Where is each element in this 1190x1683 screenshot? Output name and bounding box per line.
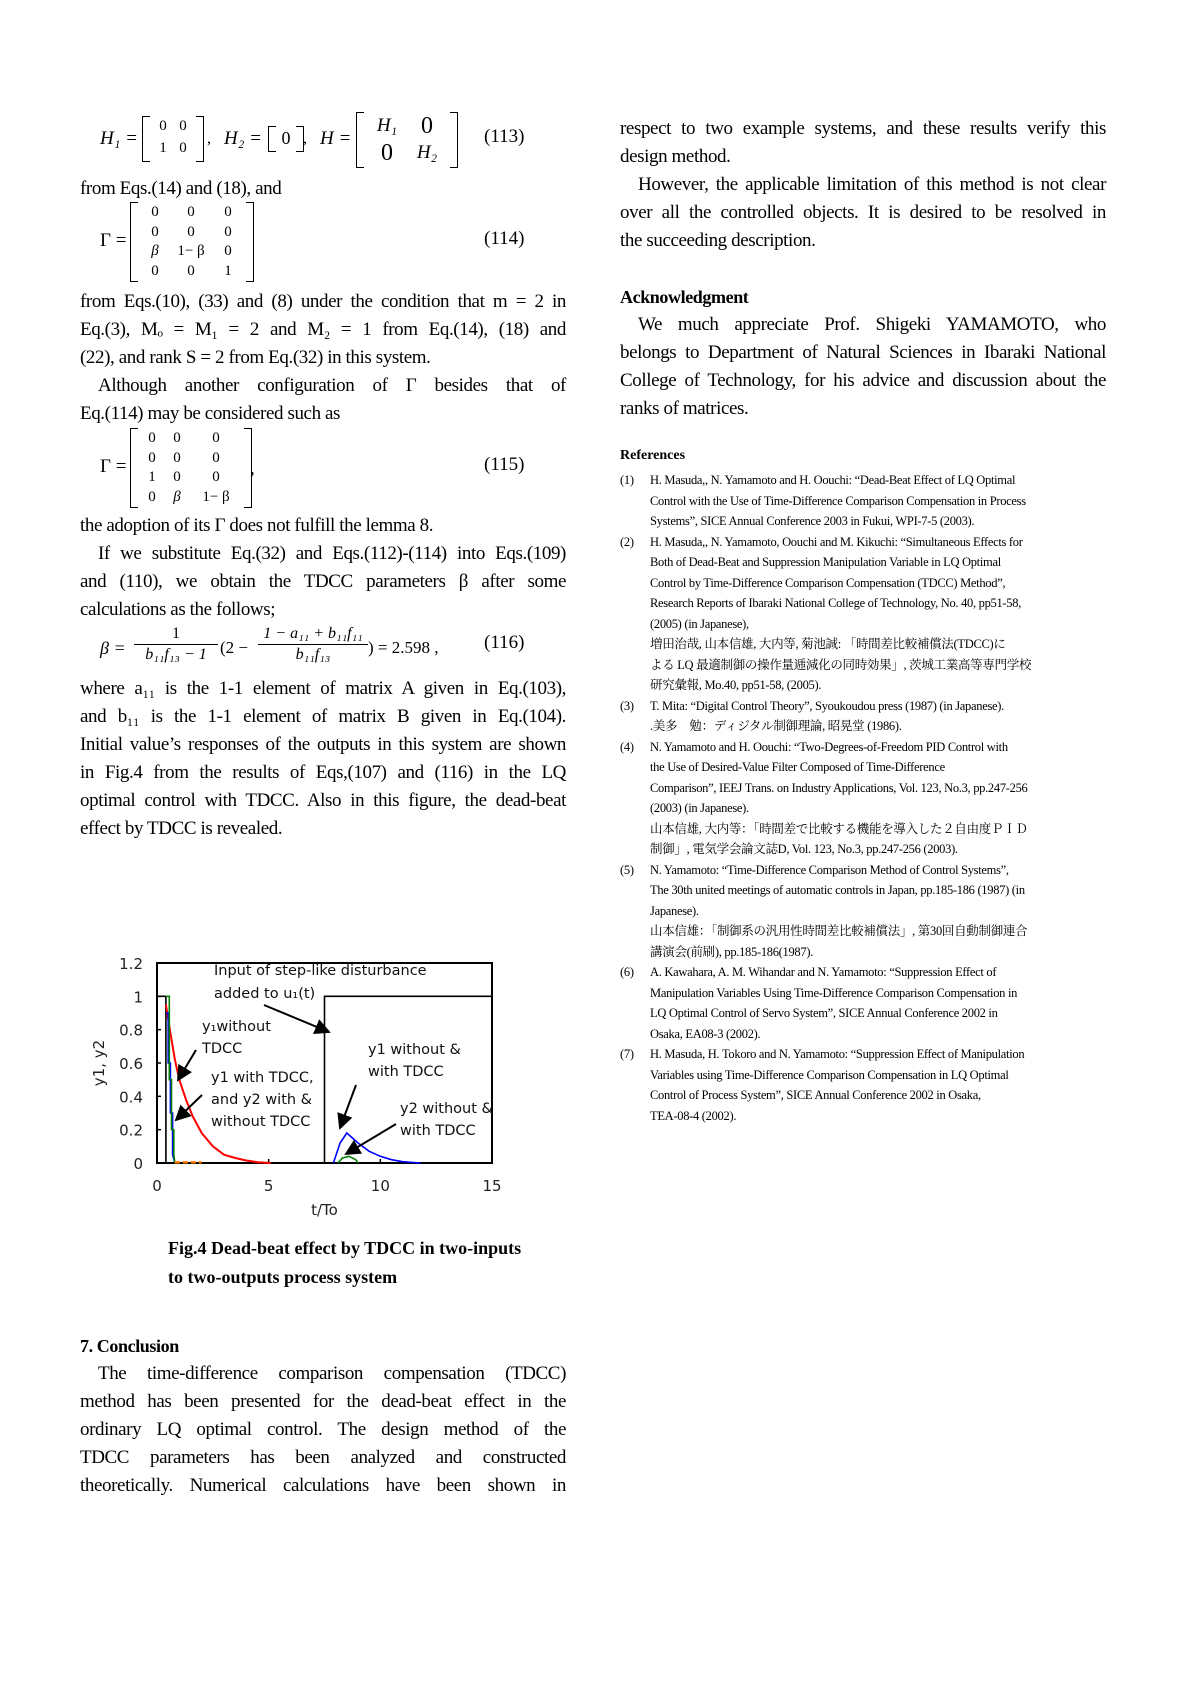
annotation-arrow [178, 1050, 196, 1080]
reference-line: Variables using Time-Difference Comparison Compensation in LQ Optimal [650, 1067, 1009, 1082]
eq116-lhs: β = [100, 638, 126, 658]
reference-line: 制御」, 電気学会論文誌D, Vol. 123, No.3, pp.247-256 (2003). [650, 842, 958, 856]
matrix-cell: 0 [212, 449, 220, 466]
matrix-cell: 0 [173, 449, 181, 466]
eq113-lhs2: H₂ = [224, 128, 262, 149]
matrix-cell: 0 [212, 430, 220, 446]
matrix-cell: 0 [151, 223, 159, 240]
text-line: We much appreciate Prof. Shigeki YAMAMOTO, who [638, 314, 1106, 335]
reference-line: (2003) (in Japanese). [650, 801, 749, 815]
figure-caption [168, 1234, 521, 1292]
x-axis-label: t/To [311, 1201, 338, 1219]
matrix-cell: 0 [224, 204, 232, 220]
reference-line: (2005) (in Japanese), [650, 616, 749, 631]
gamma-matrix-cells [138, 202, 246, 282]
x-tick-label: 0 [152, 1177, 162, 1195]
matrix-cell: 0 [224, 223, 232, 240]
reference-line: 山本信雄, 大内等：「時間差で比較する機能を導入した２自由度ＰＩＤ [650, 821, 1028, 836]
reference-number: (1) [620, 473, 634, 487]
eq114-lhs: Γ = [100, 230, 127, 251]
reference-line: N. Yamamoto and H. Oouchi: “Two-Degrees-of-Freedom PID Control with [650, 739, 1008, 754]
figure-4-chart [84, 910, 564, 1220]
reference-line: Japanese). [650, 903, 699, 918]
reference-line: Control with the Use of Time-Difference Comparison Compensation in Process [650, 493, 1026, 508]
annotation-arrow [176, 1095, 202, 1120]
reference-line: the Use of Desired-Value Filter Composed of Time-Difference [650, 760, 945, 774]
h1-matrix [142, 116, 204, 162]
fraction-1 [134, 624, 218, 665]
matrix-cell: 1− β [202, 488, 230, 505]
annotation-text: TDCC [202, 1041, 243, 1057]
reference-line: 増田治哉, 山本信雄, 大内等, 菊池誠: 「時間差比較補償法(TDCC)に [650, 637, 1006, 651]
text-line: where a₁₁ is the 1-1 element of matrix A given in Eq.(103), [80, 678, 566, 699]
annotation-text: y1 without & [368, 1042, 461, 1058]
text-line: in Fig.4 from the results of Eqs,(107) and (116) in the LQ [80, 762, 566, 783]
matrix-cell: 0 [151, 204, 159, 220]
y-tick-label: 0.2 [119, 1121, 143, 1140]
text-line: effect by TDCC is revealed. [80, 818, 283, 839]
numerator: 1 − a₁₁ + b₁₁f₁₁ [263, 625, 363, 642]
matrix-cell: 0 [281, 128, 291, 148]
reference-text [650, 860, 1106, 963]
equation-115 [100, 428, 570, 512]
denominator: b₁₁f₁₃ − 1 [134, 644, 218, 665]
text-line: ranks of matrices. [620, 398, 749, 419]
reference-number: (2) [620, 534, 634, 549]
reference-line: .美多 勉：ディジタル制御理論, 昭晃堂 (1986). [650, 719, 902, 733]
annotation-text: with TDCC [368, 1064, 444, 1080]
annotation-text: y₁without [202, 1019, 271, 1035]
text-line: If we substitute Eq.(32) and Eqs.(112)-(114) into Eqs.(109) [98, 543, 566, 564]
matrix-cell: 0 [159, 118, 167, 134]
gamma-matrix-cells [138, 428, 244, 508]
reference-text [650, 696, 1106, 737]
equation-number: (115) [484, 454, 525, 475]
y-tick-label: 0.4 [119, 1088, 143, 1107]
reference-line: A. Kawahara, A. M. Wihandar and N. Yamamoto: “Suppression Effect of [650, 965, 997, 979]
h2-matrix [268, 126, 304, 152]
text-line: (22), and rank S = 2 from Eq.(32) in this system. [80, 347, 431, 368]
text-line: TDCC parameters has been analyzed and constructed [80, 1447, 566, 1468]
annotation-text: with TDCC [400, 1123, 476, 1139]
text-line: The time-difference comparison compensation (TDCC) [98, 1363, 566, 1384]
matrix-cell: 0 [148, 449, 156, 466]
reference-line: LQ Optimal Control of Servo System”, SICE Annual Conference 2002 in [650, 1006, 998, 1020]
matrix-cell: 0 [187, 223, 195, 240]
equation-116 [100, 624, 570, 674]
annotation-arrow [340, 1085, 356, 1128]
matrix-cell: 0 [224, 243, 232, 259]
reference-line: Manipulation Variables Using Time-Difference Comparison Compensation in [650, 985, 1018, 1000]
annotation-text: y1 with TDCC, [211, 1070, 314, 1086]
matrix-cell: β [151, 243, 159, 259]
equation-number: (113) [484, 126, 525, 147]
y-axis-label: y1, y2 [90, 1039, 108, 1087]
text-line: and (110), we obtain the TDCC parameters β after some [80, 571, 566, 592]
reference-line: Osaka, EA08-3 (2002). [650, 1026, 761, 1041]
matrix-cell: H₁ [376, 115, 398, 136]
text-line: ordinary LQ optimal control. The design method of the [80, 1419, 566, 1440]
reference-line: Comparison”, IEEJ Trans. on Industry Applications, Vol. 123, No.3, pp.247-256 [650, 780, 1028, 795]
reference-line: Control of Process System”, SICE Annual Conference 2002 in Osaka, [650, 1088, 981, 1102]
reference-line: Research Reports of Ibaraki National College of Technology, No. 40, pp51-58, [650, 596, 1022, 610]
reference-line: Systems”, SICE Annual Conference 2003 in Fukui, WPI-7-5 (2003). [650, 514, 975, 528]
denominator: b₁₁f₁₃ [258, 644, 368, 665]
matrix-cell: β [173, 488, 181, 505]
text-line: from Eqs.(10), (33) and (8) under the condition that m = 2 in [80, 291, 566, 312]
caption-line: to two-outputs process system [168, 1267, 398, 1287]
text-line: design method. [620, 146, 731, 167]
annotation-text: Input of step-like disturbance [214, 963, 427, 979]
equation-113 [100, 112, 570, 172]
gamma-matrix-115 [130, 428, 252, 508]
text-line: optimal control with TDCC. Also in this figure, the dead-beat [80, 790, 566, 811]
reference-text [650, 1044, 1106, 1126]
text-line: Eq.(114) may be considered such as [80, 403, 341, 424]
equation-114 [100, 202, 570, 286]
reference-number: (3) [620, 698, 634, 713]
matrix-cell: 0 [381, 140, 393, 166]
text-line: the adoption of its Γ does not fulfill the lemma 8. [80, 515, 434, 536]
acknowledgment-heading: Acknowledgment [620, 287, 749, 307]
text-line: theoretically. Numerical calculations have been shown in [80, 1475, 566, 1496]
eq116-result: ) = 2.598 , [368, 638, 439, 657]
reference-text [650, 737, 1106, 860]
y-tick-label: 0.8 [119, 1021, 143, 1040]
text-line: Initial value’s responses of the outputs in this system are shown [80, 734, 566, 755]
text-line: calculations as the follows; [80, 599, 276, 620]
matrix-cell: 0 [179, 118, 187, 134]
series-line-4 [166, 996, 175, 1163]
reference-line: H. Masuda,, N. Yamamoto and H. Oouchi: “Dead-Beat Effect of LQ Optimal [650, 473, 1016, 487]
text-line: and b₁₁ is the 1-1 element of matrix B given in Eq.(104). [80, 706, 566, 727]
references-heading: References [620, 448, 686, 463]
reference-line: T. Mita: “Digital Control Theory”, Syoukoudou press (1987) (in Japanese). [650, 698, 1004, 713]
reference-line: The 30th united meetings of automatic controls in Japan, pp.185-186 (1987) (in [650, 883, 1025, 897]
chart-annotations [176, 963, 493, 1154]
reference-text [650, 470, 1106, 532]
h-block-matrix [356, 112, 458, 168]
annotation-text: without TDCC [211, 1114, 311, 1130]
matrix-cell: 1 [224, 262, 232, 279]
text-line: from Eqs.(14) and (18), and [80, 178, 282, 199]
reference-text [650, 532, 1106, 696]
h1-matrix-cells [150, 116, 196, 162]
fraction-2 [258, 624, 368, 665]
matrix-cell: 0 [148, 488, 156, 505]
eq113-lhs1: H₁ = [100, 128, 138, 149]
y-tick-label: 0 [133, 1155, 143, 1173]
reference-line: Both of Dead-Beat and Suppression Manipulation Variable in LQ Optimal [650, 555, 1001, 569]
matrix-cell: 0 [421, 113, 433, 139]
reference-line: 講演会(前刷), pp.185-186(1987). [650, 944, 814, 959]
reference-line: TEA-08-4 (2002). [650, 1108, 737, 1123]
reference-text [650, 962, 1106, 1044]
gamma-matrix-114 [130, 202, 254, 282]
text-line: over all the controlled objects. It is desired to be resolved in [620, 202, 1106, 223]
x-tick-label: 10 [370, 1177, 390, 1195]
y-tick-label: 1 [133, 988, 143, 1007]
x-tick-label: 15 [482, 1177, 502, 1195]
matrix-cell: H₂ [416, 142, 438, 163]
reference-number: (7) [620, 1047, 634, 1061]
matrix-cell: 0 [187, 262, 195, 279]
equation-number: (114) [484, 228, 525, 249]
reference-line: H. Masuda, H. Tokoro and N. Yamamoto: “Suppression Effect of Manipulation [650, 1047, 1025, 1061]
reference-line: H. Masuda,, N. Yamamoto, Oouchi and M. Kikuchi: “Simultaneous Effects for [650, 534, 1023, 549]
matrix-cell: 0 [187, 204, 195, 220]
matrix-cell: 0 [173, 469, 181, 485]
h-matrix-cells [364, 112, 450, 168]
reference-line: よる LQ 最適制御の操作量逓減化の同時効果」, 茨城工業高等専門学校 [650, 657, 1032, 672]
matrix-cell: 1 [159, 140, 167, 156]
reference-number: (5) [620, 862, 634, 877]
matrix-cell: 0 [212, 469, 220, 485]
reference-line: 研究彙報, Mo.40, pp51-58, (2005). [650, 678, 822, 692]
y-tick-label: 0.6 [119, 1055, 143, 1073]
text-line: method has been presented for the dead-beat effect in the [80, 1391, 566, 1412]
equation-number: (116) [484, 632, 525, 653]
text-line: the succeeding description. [620, 230, 816, 251]
eq113-lhs3: H = [320, 128, 352, 149]
text-line: respect to two example systems, and these results verify this [620, 118, 1106, 139]
reference-line: N. Yamamoto: “Time-Difference Comparison Method of Control Systems”, [650, 862, 1009, 877]
reference-line: 山本信雄：「制御系の汎用性時間差比較補償法」, 第30回自動制御連合 [650, 924, 1028, 938]
eq115-lhs: Γ = [100, 456, 127, 477]
annotation-arrow [264, 1005, 329, 1032]
matrix-cell: 0 [179, 140, 187, 156]
reference-number: (4) [620, 739, 634, 754]
reference-number: (6) [620, 965, 634, 979]
comma: , [207, 130, 211, 147]
text-line: College of Technology, for his advice and discussion about the [620, 370, 1106, 391]
matrix-cell: 1 [148, 469, 156, 485]
reference-line: Control by Time-Difference Comparison Compensation (TDCC) Method”, [650, 575, 1006, 590]
text-line: Although another configuration of Γ besides that of [98, 375, 566, 396]
h2-matrix-cells [276, 126, 296, 152]
annotation-text: and y2 with & [211, 1092, 312, 1108]
series-line-7 [338, 1156, 358, 1163]
trailing-comma: , [250, 458, 255, 479]
section-heading: 7. Conclusion [80, 1336, 179, 1356]
matrix-cell: 0 [151, 262, 159, 279]
numerator: 1 [172, 625, 180, 642]
caption-line: Fig.4 Dead-beat effect by TDCC in two-inputs [168, 1238, 522, 1258]
comma: , [303, 130, 307, 147]
text-line: belongs to Department of Natural Sciences in Ibaraki National [620, 342, 1106, 363]
text-line: Eq.(3), Mₒ = M₁ = 2 and M₂ = 1 from Eq.(14), (18) and [80, 319, 566, 340]
y-tick-label: 1.2 [119, 955, 143, 973]
annotation-text: added to u₁(t) [214, 986, 316, 1002]
text-line: However, the applicable limitation of this method is not clear [638, 174, 1106, 195]
annotation-text: y2 without & [400, 1101, 493, 1117]
x-tick-label: 5 [263, 1177, 274, 1195]
eq116-mid: (2 − [220, 638, 248, 657]
matrix-cell: 1− β [177, 243, 205, 259]
matrix-cell: 0 [148, 430, 156, 446]
matrix-cell: 0 [173, 430, 181, 446]
